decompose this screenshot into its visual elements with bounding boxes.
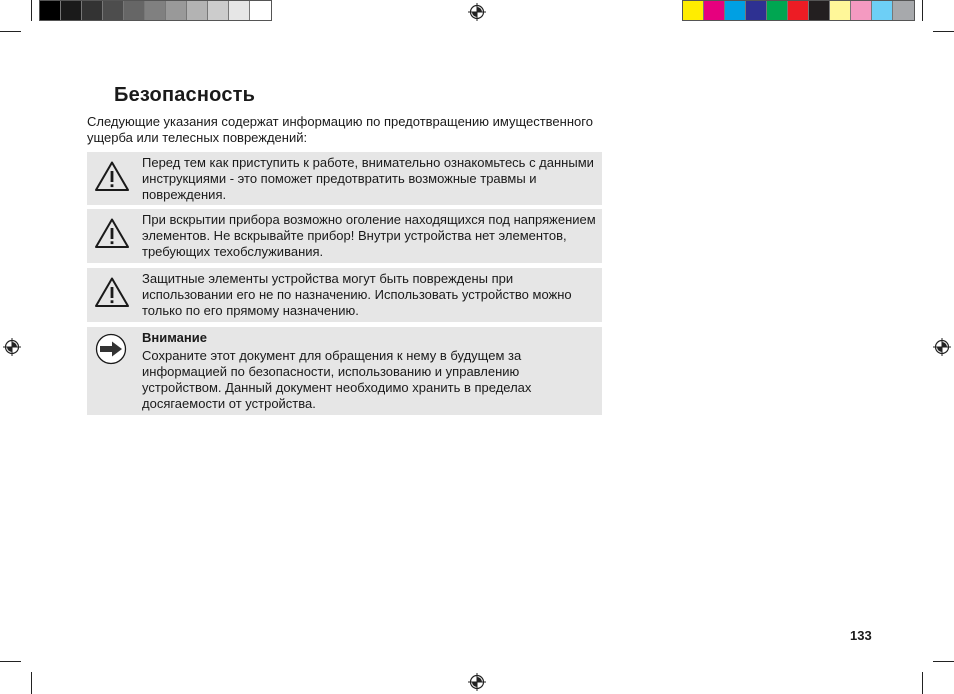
note-text: Сохраните этот документ для обращения к нему в будущем за информацией по безопасности, использованию и управлению устройством. Данный документ необходимо хранить в пределах досягаемости от устройства. [142,348,532,411]
color-swatch [746,1,767,20]
color-swatch [788,1,809,20]
crop-mark [933,31,954,32]
gray-swatch [229,1,250,20]
warning-triangle-icon [94,217,130,249]
gray-color-bar [39,0,272,21]
warning-text: При вскрытии прибора возможно оголение находящихся под напряжением элементов. Не вскрывайте прибор! Внутри устройства нет элементов, требующих техобслуживания. [142,212,596,259]
gray-swatch [61,1,82,20]
color-swatch [893,1,914,20]
gray-swatch [208,1,229,20]
cmyk-color-bar [682,0,915,21]
gray-swatch [103,1,124,20]
color-swatch [872,1,893,20]
color-swatch [851,1,872,20]
registration-mark-icon [933,338,951,356]
warning-triangle-icon [94,276,130,308]
registration-mark-icon [468,3,486,21]
color-swatch [683,1,704,20]
note-heading: Внимание [142,330,207,345]
crop-mark [922,672,923,694]
color-swatch [704,1,725,20]
note-content [142,330,596,412]
warning-text: Защитные элементы устройства могут быть повреждены при использовании его не по назначению. Использовать устройство можно только по его прямому назначению. [142,271,572,318]
warning-box [87,268,602,322]
intro-paragraph: Следующие указания содержат информацию по предотвращению имущественного ущерба или телесных повреждений: [87,114,593,145]
crop-mark [0,31,21,32]
crop-mark [31,0,32,21]
gray-swatch [145,1,166,20]
page-title: Безопасность [114,84,256,106]
warning-triangle-icon [94,160,130,192]
page-number: 133 [850,628,872,643]
registration-mark-icon [3,338,21,356]
crop-mark [933,661,954,662]
gray-swatch [40,1,61,20]
warning-text: Перед тем как приступить к работе, внимательно ознакомьтесь с данными инструкциями - это поможет предотвратить возможные травмы и повреждения. [142,155,594,202]
crop-mark [922,0,923,21]
gray-swatch [82,1,103,20]
note-box [87,327,602,415]
color-swatch [767,1,788,20]
gray-swatch [166,1,187,20]
gray-swatch [124,1,145,20]
color-swatch [830,1,851,20]
registration-mark-icon [468,673,486,691]
arrow-right-circle-icon [94,333,130,365]
crop-mark [31,672,32,694]
color-swatch [809,1,830,20]
gray-swatch [187,1,208,20]
warning-box [87,209,602,263]
gray-swatch [250,1,271,20]
color-swatch [725,1,746,20]
crop-mark [0,661,21,662]
warning-box [87,152,602,205]
